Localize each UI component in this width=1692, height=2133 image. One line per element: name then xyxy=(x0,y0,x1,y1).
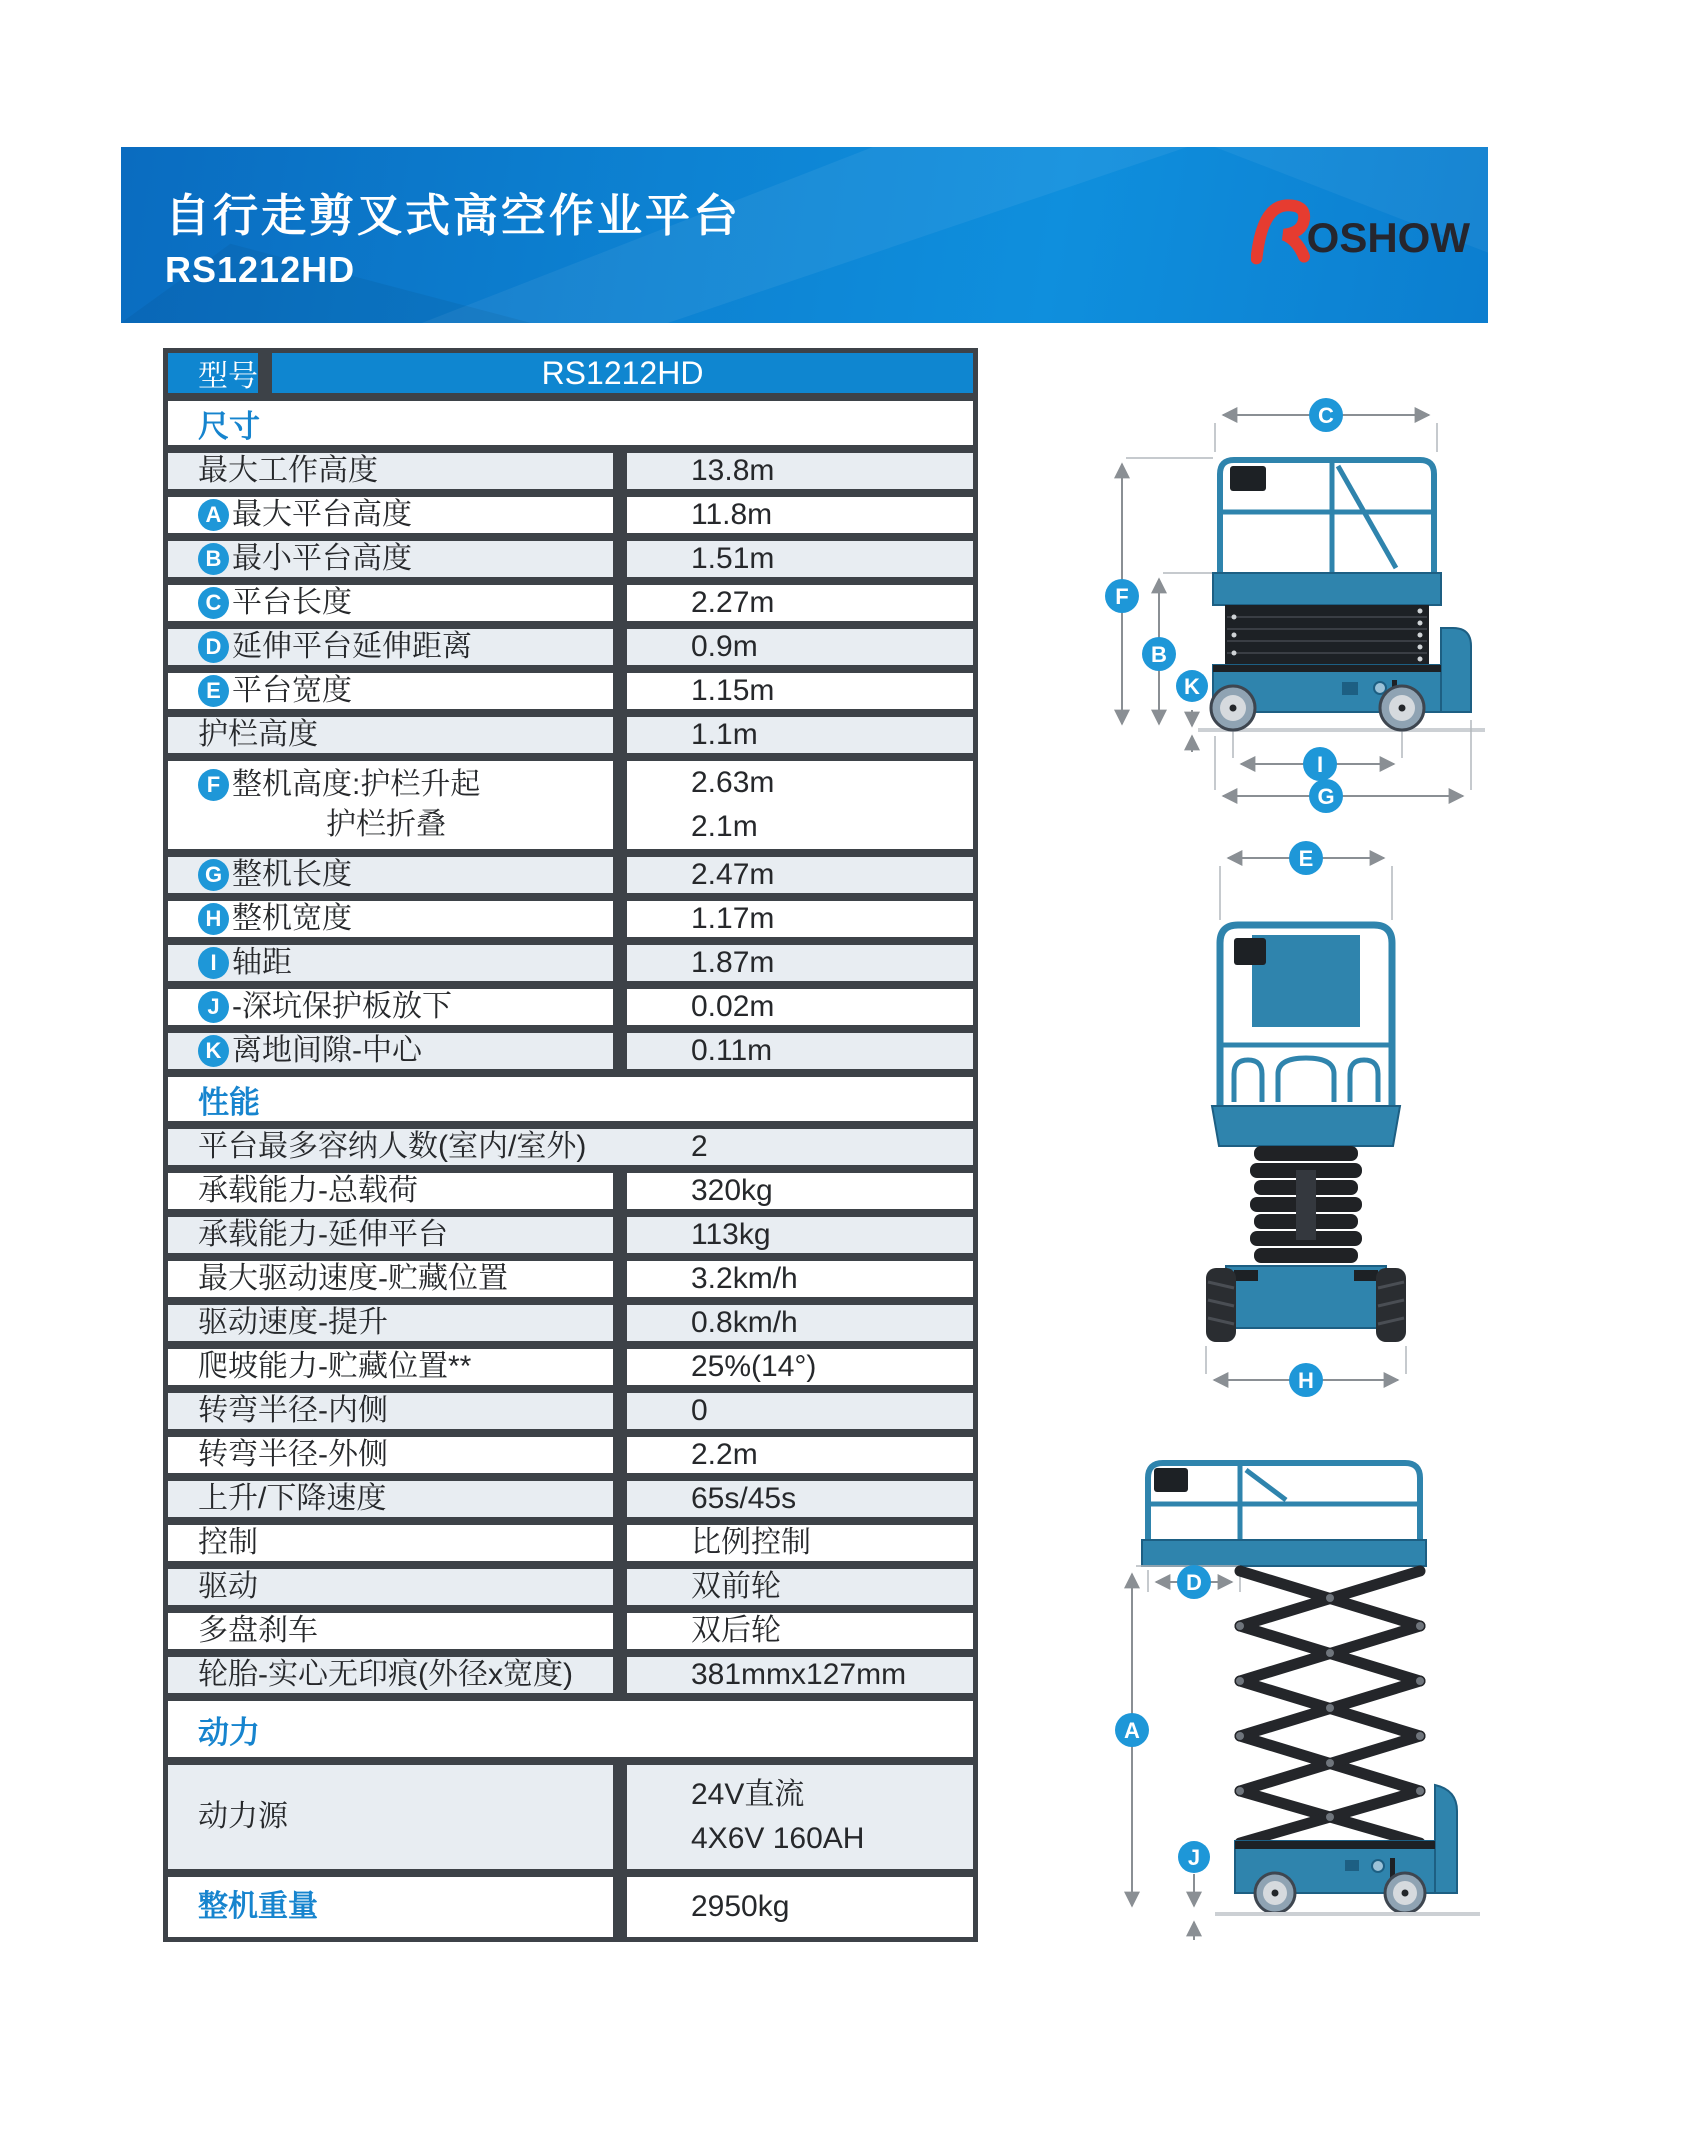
row-label xyxy=(198,1479,613,1519)
column-divider xyxy=(258,353,272,393)
row-label-cell xyxy=(168,1657,613,1693)
row-value-cell xyxy=(627,1173,973,1209)
row-label-text: 上升/下降速度 xyxy=(198,1482,387,1515)
row-value: 2.63m xyxy=(691,766,775,799)
row-label-cell xyxy=(168,1481,613,1517)
row-label-text: 多盘刹车 xyxy=(198,1614,318,1647)
section-title: 尺寸 xyxy=(198,408,260,444)
row-value-cell xyxy=(627,1305,973,1341)
column-divider xyxy=(613,1437,627,1473)
row-label-cell xyxy=(168,1877,613,1937)
spec-row xyxy=(168,1129,973,1165)
row-label-cell xyxy=(168,1217,613,1253)
dim-label-i xyxy=(1303,747,1337,781)
svg-text:A: A xyxy=(1124,1718,1140,1743)
row-label xyxy=(198,1611,613,1651)
row-label xyxy=(198,1347,613,1387)
row-label-cell xyxy=(168,1305,613,1341)
row-value-cell xyxy=(627,673,973,709)
row-label-text: 最小平台高度 xyxy=(232,542,412,575)
row-label-text: 最大平台高度 xyxy=(232,498,412,531)
svg-text:H: H xyxy=(1298,1368,1314,1393)
row-label-text: 离地间隙-中心 xyxy=(232,1034,422,1067)
dim-label-d xyxy=(1177,1565,1211,1599)
row-label-text: 轮胎-实心无印痕(外径x宽度) xyxy=(198,1658,573,1691)
spec-row xyxy=(168,989,973,1025)
column-divider xyxy=(613,1217,627,1253)
diagram-elevated-side-view xyxy=(1090,1430,1485,1950)
column-divider xyxy=(613,1305,627,1341)
model-column-header: 型号 xyxy=(198,360,258,393)
column-divider xyxy=(613,1261,627,1297)
row-value: 2.2m xyxy=(691,1438,758,1471)
row-value: 2950kg xyxy=(691,1890,790,1923)
table-header-row xyxy=(168,353,973,393)
column-divider xyxy=(613,1569,627,1605)
column-divider xyxy=(613,1393,627,1429)
letter-badge: A xyxy=(198,499,229,531)
row-value-cell xyxy=(627,497,973,533)
spec-row xyxy=(168,673,973,709)
row-value: 0.9m xyxy=(691,630,758,663)
row-value: 0.11m xyxy=(691,1034,773,1067)
column-divider xyxy=(613,761,627,849)
row-label xyxy=(198,1215,613,1255)
svg-text:F: F xyxy=(1115,584,1129,609)
row-label-cell xyxy=(168,1613,613,1649)
svg-text:E: E xyxy=(1298,846,1314,871)
row-label xyxy=(198,765,613,805)
row-label-text: -深坑保护板放下 xyxy=(232,990,452,1023)
row-value-cell xyxy=(627,1349,973,1385)
spec-row xyxy=(168,1569,973,1605)
row-label-cell xyxy=(168,541,613,577)
dim-label-h xyxy=(1289,1363,1323,1397)
row-label xyxy=(198,715,613,755)
dim-label-a xyxy=(1115,1713,1149,1747)
dim-label-f xyxy=(1105,579,1139,613)
spec-row xyxy=(168,1261,973,1297)
row-label-cell xyxy=(168,901,613,937)
row-label-cell xyxy=(168,1261,613,1297)
spec-row xyxy=(168,541,973,577)
row-label-cell xyxy=(168,1349,613,1385)
row-label xyxy=(198,1435,613,1475)
row-label-text: 整机重量 xyxy=(198,1890,318,1923)
model-value-header: RS1212HD xyxy=(541,354,704,391)
row-label-text: 整机长度 xyxy=(232,858,352,891)
row-label xyxy=(198,583,613,623)
row-value: 13.8m xyxy=(691,454,775,487)
column-divider xyxy=(613,585,627,621)
diagram-stowed-side-view xyxy=(1080,390,1520,815)
row-label xyxy=(198,451,613,491)
spec-row xyxy=(168,1349,973,1385)
row-label xyxy=(198,899,613,939)
spec-row xyxy=(168,1393,973,1429)
dim-label-c xyxy=(1309,398,1343,432)
row-value-cell xyxy=(627,1613,973,1649)
letter-badge: F xyxy=(198,769,229,801)
spec-row xyxy=(168,1033,973,1069)
row-value: 1.15m xyxy=(691,674,775,707)
row-label-text: 承载能力-总载荷 xyxy=(198,1174,418,1207)
row-label-line2: 护栏折叠 xyxy=(326,808,446,841)
spec-row xyxy=(168,629,973,665)
letter-badge: D xyxy=(198,631,229,663)
spec-row xyxy=(168,1437,973,1473)
row-label xyxy=(198,1259,613,1299)
section-title: 动力 xyxy=(198,1714,260,1750)
row-label xyxy=(198,1655,613,1695)
row-value-cell xyxy=(627,1217,973,1253)
row-label-text: 整机高度:护栏升起 xyxy=(232,768,481,801)
row-value: 320kg xyxy=(691,1174,773,1207)
row-label-text: 最大驱动速度-贮藏位置 xyxy=(198,1262,508,1295)
dim-label-g xyxy=(1309,779,1343,813)
row-label xyxy=(198,671,613,711)
logo-r-icon xyxy=(1251,195,1315,267)
column-divider xyxy=(613,673,627,709)
row-label-cell xyxy=(168,1569,613,1605)
row-value-cell xyxy=(627,629,973,665)
spec-row xyxy=(168,1525,973,1561)
row-value: 2.27m xyxy=(691,586,775,619)
svg-text:D: D xyxy=(1186,1570,1202,1595)
diagram-front-view xyxy=(1150,840,1470,1405)
roshow-logo xyxy=(1251,195,1470,267)
row-value: 0 xyxy=(691,1394,708,1427)
row-label-cell xyxy=(168,1129,613,1165)
row-value: 比例控制 xyxy=(691,1526,811,1559)
svg-text:C: C xyxy=(1318,403,1334,428)
row-label-cell xyxy=(168,1393,613,1429)
svg-text:G: G xyxy=(1317,784,1335,809)
svg-text:I: I xyxy=(1316,752,1324,777)
row-label xyxy=(198,1567,613,1607)
row-label xyxy=(198,1031,613,1071)
row-label-text: 控制 xyxy=(198,1526,258,1559)
column-divider xyxy=(613,717,627,753)
product-title: 自行走剪叉式高空作业平台 xyxy=(165,190,742,241)
spec-row xyxy=(168,1657,973,1693)
row-value: 0.8km/h xyxy=(691,1306,798,1339)
spec-row xyxy=(168,1217,973,1253)
letter-badge: H xyxy=(198,903,229,935)
row-label-cell xyxy=(168,857,613,893)
spec-row xyxy=(168,717,973,753)
row-label-cell xyxy=(168,1437,613,1473)
row-label-text: 最大工作高度 xyxy=(198,454,378,487)
row-label-text: 转弯半径-外侧 xyxy=(198,1438,388,1471)
row-label-cell xyxy=(168,629,613,665)
row-label-cell xyxy=(168,1173,613,1209)
row-label xyxy=(198,1303,613,1343)
column-divider xyxy=(613,497,627,533)
row-label-text: 驱动 xyxy=(198,1570,258,1603)
letter-badge: B xyxy=(198,543,229,575)
letter-badge: C xyxy=(198,587,229,619)
column-divider xyxy=(613,1525,627,1561)
spec-row xyxy=(168,453,973,489)
column-divider xyxy=(613,901,627,937)
row-value: 24V直流 xyxy=(691,1778,805,1811)
spec-row xyxy=(168,1877,973,1937)
column-divider xyxy=(613,1765,627,1869)
spec-row xyxy=(168,1613,973,1649)
spec-row xyxy=(168,1765,973,1869)
svg-text:B: B xyxy=(1151,642,1167,667)
row-value: 381mmx127mm xyxy=(691,1658,907,1691)
row-label xyxy=(198,495,613,535)
row-label-text: 平台最多容纳人数(室内/室外) xyxy=(198,1130,587,1163)
row-value-line2: 2.1m xyxy=(691,810,758,843)
column-divider xyxy=(613,989,627,1025)
spec-row xyxy=(168,761,973,849)
dim-label-k xyxy=(1176,670,1208,702)
row-value-cell xyxy=(627,541,973,577)
row-value-cell xyxy=(627,945,973,981)
row-value: 113kg xyxy=(691,1218,771,1251)
column-divider xyxy=(613,541,627,577)
row-value: 2.47m xyxy=(691,858,775,891)
row-value-cell xyxy=(627,1569,973,1605)
row-value-cell xyxy=(627,585,973,621)
row-label xyxy=(198,1171,613,1211)
row-label-text: 平台宽度 xyxy=(232,674,352,707)
letter-badge: I xyxy=(198,947,229,979)
row-value-cell xyxy=(627,1033,973,1069)
spec-row xyxy=(168,585,973,621)
row-label xyxy=(198,1797,613,1837)
column-divider xyxy=(613,1657,627,1693)
column-divider xyxy=(613,1033,627,1069)
row-value: 2 xyxy=(691,1130,708,1163)
row-label xyxy=(198,1127,613,1167)
spec-row xyxy=(168,857,973,893)
row-label-text: 平台长度 xyxy=(232,586,352,619)
row-value-cell xyxy=(627,1657,973,1693)
column-divider xyxy=(613,945,627,981)
section-row xyxy=(168,401,973,445)
svg-text:J: J xyxy=(1187,1845,1201,1870)
row-label xyxy=(198,1523,613,1563)
row-value-cell xyxy=(627,1261,973,1297)
row-label-cell xyxy=(168,1033,613,1069)
row-label xyxy=(198,987,613,1027)
row-value-line2: 4X6V 160AH xyxy=(691,1822,865,1855)
row-value: 11.8m xyxy=(691,498,773,531)
header-banner xyxy=(121,147,1488,323)
row-value-cell xyxy=(627,1525,973,1561)
column-divider xyxy=(613,1481,627,1517)
row-label-cell xyxy=(168,673,613,709)
row-label-text: 转弯半径-内侧 xyxy=(198,1394,388,1427)
row-value-cell xyxy=(627,1877,973,1937)
row-value: 65s/45s xyxy=(691,1482,797,1515)
row-label-text: 护栏高度 xyxy=(198,718,318,751)
row-value-cell xyxy=(627,857,973,893)
row-label xyxy=(198,627,613,667)
row-value-cell xyxy=(627,989,973,1025)
row-label xyxy=(198,539,613,579)
row-label xyxy=(198,1887,613,1927)
row-value: 25%(14°) xyxy=(691,1350,817,1383)
column-divider xyxy=(613,1349,627,1385)
row-label-text: 轴距 xyxy=(232,946,292,979)
row-label-cell xyxy=(168,453,613,489)
row-value: 3.2km/h xyxy=(691,1262,798,1295)
row-label-text: 延伸平台延伸距离 xyxy=(232,630,472,663)
column-divider xyxy=(613,453,627,489)
dim-label-j xyxy=(1178,1841,1210,1873)
letter-badge: E xyxy=(198,675,229,707)
row-value-cell xyxy=(613,1129,973,1165)
row-value-cell xyxy=(627,761,973,849)
section-row xyxy=(168,1077,973,1121)
row-value: 1.17m xyxy=(691,902,775,935)
spec-row xyxy=(168,497,973,533)
column-divider xyxy=(613,1173,627,1209)
row-label-text: 整机宽度 xyxy=(232,902,352,935)
svg-text:K: K xyxy=(1184,674,1200,699)
section-row xyxy=(168,1701,973,1757)
row-value: 1.51m xyxy=(691,542,775,575)
letter-badge: K xyxy=(198,1035,229,1067)
row-label-text: 承载能力-延伸平台 xyxy=(198,1218,448,1251)
row-label xyxy=(198,855,613,895)
row-label-cell xyxy=(168,497,613,533)
column-divider xyxy=(613,857,627,893)
section-title: 性能 xyxy=(198,1084,260,1120)
row-value: 1.87m xyxy=(691,946,775,979)
row-label-cell xyxy=(168,989,613,1025)
row-label xyxy=(198,943,613,983)
dim-label-b xyxy=(1142,637,1176,671)
row-label-cell xyxy=(168,585,613,621)
row-value-cell xyxy=(627,1437,973,1473)
row-value-cell xyxy=(627,1481,973,1517)
letter-badge: G xyxy=(198,859,229,891)
product-model: RS1212HD xyxy=(165,249,356,290)
column-divider xyxy=(613,1613,627,1649)
letter-badge: J xyxy=(198,991,229,1023)
spec-row xyxy=(168,901,973,937)
column-divider xyxy=(613,1877,627,1937)
row-value-cell xyxy=(627,717,973,753)
row-value: 0.02m xyxy=(691,990,775,1023)
dim-label-e xyxy=(1289,841,1323,875)
row-value-cell xyxy=(627,1765,973,1869)
row-label-cell xyxy=(168,1765,613,1869)
spec-row xyxy=(168,1173,973,1209)
row-label xyxy=(198,1391,613,1431)
logo-text: OSHOW xyxy=(1306,214,1470,261)
row-value: 1.1m xyxy=(691,718,758,751)
spec-table xyxy=(163,348,978,1942)
row-label-text: 驱动速度-提升 xyxy=(198,1306,388,1339)
row-label-cell xyxy=(168,1525,613,1561)
row-value-cell xyxy=(627,1393,973,1429)
row-label-text: 动力源 xyxy=(198,1800,288,1833)
row-value: 双前轮 xyxy=(691,1570,781,1603)
column-divider xyxy=(613,629,627,665)
row-value-cell xyxy=(627,453,973,489)
spec-row xyxy=(168,945,973,981)
row-label-cell xyxy=(168,761,613,849)
spec-row xyxy=(168,1305,973,1341)
row-value: 双后轮 xyxy=(691,1614,781,1647)
row-label-text: 爬坡能力-贮藏位置** xyxy=(198,1350,472,1383)
row-label-cell xyxy=(168,717,613,753)
row-label-cell xyxy=(168,945,613,981)
row-value-cell xyxy=(627,901,973,937)
spec-row xyxy=(168,1481,973,1517)
